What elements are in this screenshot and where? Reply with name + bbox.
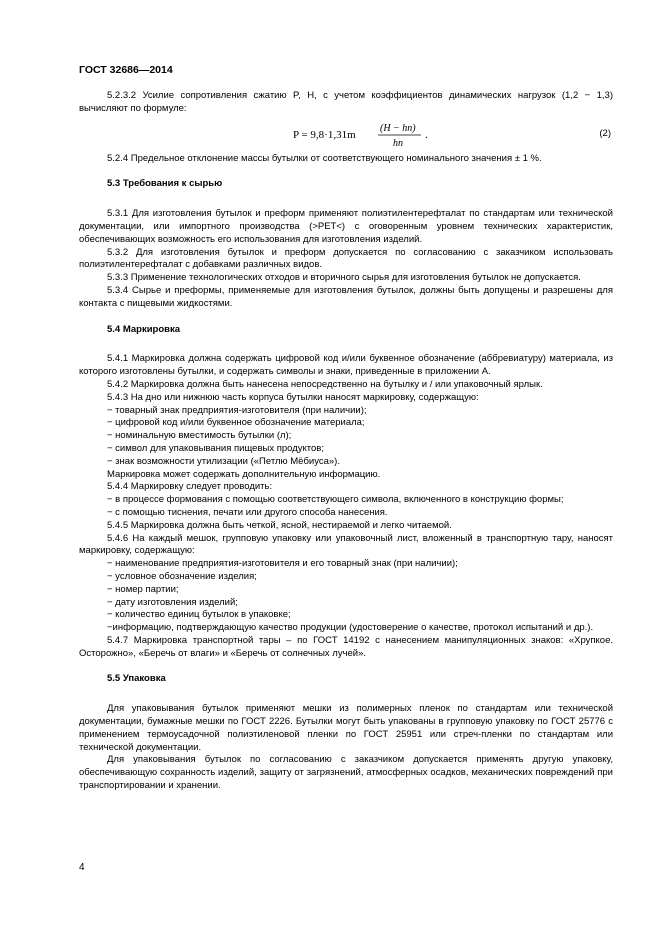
paragraph-5-4-6-quality: −информацию, подтверждающую качество продукции (удостоверение о качестве, протокол испытаний и др.). <box>107 622 594 634</box>
list-item: − символ для упаковывания пищевых продуктов; <box>107 442 324 454</box>
paragraph-5-5-1: Для упаковывания бутылок применяют мешки из полимерных пленок по стандартам или технической документации, бумажные мешки по ГОСТ 2226. Бутылки могут быть упакованы в групповую упаковку по ГОСТ 25776 с применением термоусадочной полиэтиленовой пленки по ГОСТ 25951 или стреч-пленки по стандартам или технической документации. <box>79 703 613 753</box>
document-body <box>79 90 613 793</box>
list-item: − условное обозначение изделия; <box>107 570 257 582</box>
formula-denominator: hn <box>393 137 403 149</box>
list-item: − наименование предприятия-изготовителя и его товарный знак (при наличии); <box>107 558 458 570</box>
paragraph-5-4-3: 5.4.3 На дно или нижнюю часть корпуса бутылки наносят маркировку, содержащую: <box>107 391 479 403</box>
formula-2 <box>79 119 613 149</box>
list-item: − знак возможности утилизации («Петлю Мёбиуса»). <box>107 455 340 467</box>
list-item: − номинальную вместимость бутылки (л); <box>107 430 292 442</box>
paragraph-5-3-2: 5.3.2 Для изготовления бутылок и преформ допускается по согласованию с заказчиком использовать полиэтилентерефталат с добавками различных видов. <box>79 246 613 271</box>
paragraph-additional-info: Маркировка может содержать дополнительную информацию. <box>107 468 381 480</box>
section-heading-5-4: 5.4 Маркировка <box>107 323 181 335</box>
paragraph-5-3-3: 5.3.3 Применение технологических отходов и вторичного сырья для изготовления бутылок не допускается. <box>107 272 581 284</box>
list-item: − количество единиц бутылок в упаковке; <box>107 609 291 621</box>
paragraph-5-4-2: 5.4.2 Маркировка должна быть нанесена непосредственно на бутылку и / или упаковочный ярлык. <box>107 378 543 390</box>
paragraph-5-3-1: 5.3.1 Для изготовления бутылок и преформ применяют полиэтилентерефталат по стандартам или технической документации, или импортного производства (>PET<) с оговоренным уровнем технических характеристик, обеспечивающих возможность его использования для изготовления изделий. <box>79 208 613 245</box>
paragraph-5-5-2: Для упаковывания бутылок по согласованию с заказчиком допускается применять другую упаковку, обеспечивающую сохранность изделий, защиту от загрязнений, атмосферных осадков, механических повреждений при транспортировании и хранении. <box>79 754 613 792</box>
paragraph-5-4-4: 5.4.4 Маркировку следует проводить: <box>107 481 273 493</box>
formula-lhs: P = 9,8·1,31m <box>293 128 356 141</box>
document-code: ГОСТ 32686—2014 <box>79 64 173 76</box>
paragraph-5-2-4: 5.2.4 Предельное отклонение массы бутылки от соответствующего номинального значения ± 1 %. <box>107 152 542 164</box>
formula-numerator: (H − hn) <box>380 122 416 134</box>
paragraph-5-4-4-a: − в процессе формования с помощью соответствующего символа, включенного в конструкцию формы; <box>107 494 564 506</box>
paragraph-5-4-4-b: − с помощью тиснения, печати или другого способа нанесения. <box>107 506 388 518</box>
formula-tail: . <box>425 128 428 141</box>
paragraph-5-4-7: 5.4.7 Маркировка транспортной тары – по ГОСТ 14192 с нанесением манипуляционных знаков: «Хрупкое. Осторожно», «Беречь от влаги» и «Беречь от солнечных лучей». <box>79 634 613 659</box>
list-item: − цифровой код и/или буквенное обозначение материала; <box>107 417 365 429</box>
section-heading-5-3: 5.3 Требования к сырью <box>107 178 223 190</box>
formula-graphic <box>293 119 473 149</box>
section-heading-5-5: 5.5 Упаковка <box>107 673 166 685</box>
list-item: − товарный знак предприятия-изготовителя (при наличии); <box>107 404 367 416</box>
list-item: − дату изготовления изделий; <box>107 596 238 608</box>
paragraph-5-4-6: 5.4.6 На каждый мешок, групповую упаковку или упаковочный лист, вложенный в транспортную тару, наносят маркировку, содержащую: <box>79 532 613 557</box>
formula-number: (2) <box>599 127 611 139</box>
paragraph-5-4-1: 5.4.1 Маркировка должна содержать цифровой код и/или буквенное обозначение (аббревиатуру) материала, из которого изготовлены бутылки, и содержать символы и знаки, приведенные в приложении А. <box>79 353 613 378</box>
list-item: − номер партии; <box>107 583 179 595</box>
paragraph-5-3-4: 5.3.4 Сырье и преформы, применяемые для изготовления бутылок, должны быть допущены и разрешены для контакта с пищевыми жидкостями. <box>79 284 613 309</box>
page-number: 4 <box>79 862 85 873</box>
paragraph-5-4-5: 5.4.5 Маркировка должна быть четкой, ясной, нестираемой и легко читаемой. <box>107 519 452 531</box>
paragraph-5-2-3-2: 5.2.3.2 Усилие сопротивления сжатию P, Н, с учетом коэффициентов динамических нагрузок (1,2 − 1,3) вычисляют по формуле: <box>79 90 613 114</box>
